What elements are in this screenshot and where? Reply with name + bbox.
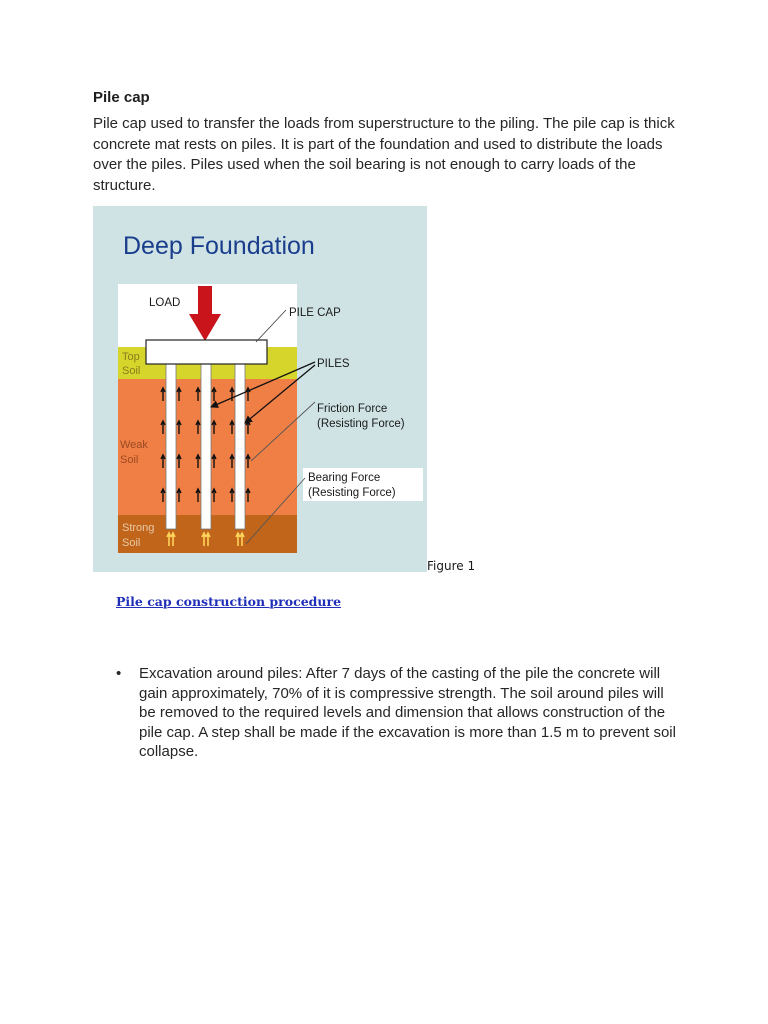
intro-paragraph: Pile cap used to transfer the loads from superstructure to the piling. The pile cap is thick concrete mat rests on piles. It is part of the foundation and used to distribute the loads over the piles. Piles used when the soil bearing is not enough to carry loads of the structure. [93, 115, 675, 194]
load-label: LOAD [149, 297, 181, 309]
strong-soil-label-2: Soil [122, 537, 141, 549]
strong-soil-label-1: Strong [122, 522, 155, 534]
bearing-label-1: Bearing Force [308, 472, 381, 484]
section-heading: Pile cap [93, 89, 150, 106]
deep-foundation-diagram [93, 206, 427, 572]
deep-foundation-figure [93, 206, 427, 572]
pile-right [235, 358, 245, 529]
figure-title: Deep Foundation [123, 232, 315, 260]
construction-procedure-link[interactable]: Pile cap construction procedure [116, 594, 342, 609]
weak-soil-label-2: Soil [120, 454, 139, 466]
step-text: Excavation around piles: After 7 days of the casting of the pile the concrete will gain approximately, 70% of it is compressive strength. The soil around piles will be removed to the required levels and dimension that allows construction of the pile cap. A step shall be made if the excavation is more than 1.5 m to prevent soil collapse. [139, 665, 676, 761]
pile-center [201, 358, 211, 529]
pile-left [166, 358, 176, 529]
figure-caption: Figure 1 [427, 559, 476, 573]
friction-label-1: Friction Force [317, 403, 388, 415]
bearing-label-2: (Resisting Force) [308, 487, 396, 499]
friction-label-2: (Resisting Force) [317, 418, 405, 430]
bullet-icon: • [116, 665, 122, 682]
procedure-steps-list [116, 664, 676, 762]
top-soil-label-2: Soil [122, 365, 141, 377]
pile-cap [146, 340, 267, 364]
top-soil-label-1: Top [122, 351, 140, 363]
piles-label: PILES [317, 358, 350, 370]
list-item [116, 664, 676, 762]
weak-soil-label-1: Weak [120, 439, 148, 451]
pile-cap-label: PILE CAP [289, 307, 341, 319]
